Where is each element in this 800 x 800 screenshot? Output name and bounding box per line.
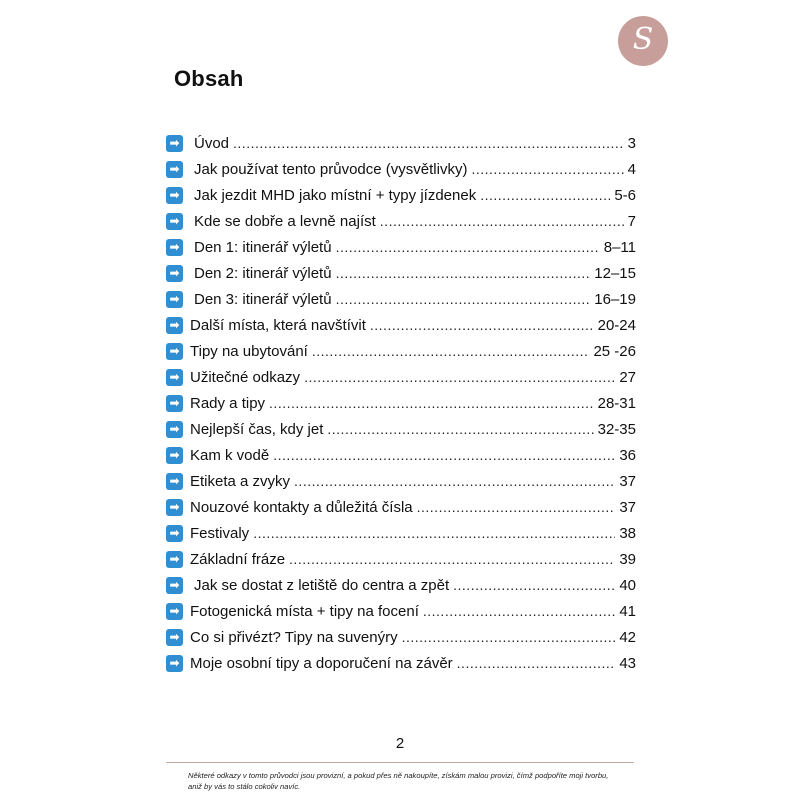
toc-entry-line bbox=[190, 291, 636, 308]
toc-entry-label: Základní fráze bbox=[190, 550, 286, 568]
toc-entry-line bbox=[190, 525, 636, 542]
dot-leader bbox=[417, 499, 616, 515]
toc-entry-page: 28-31 bbox=[597, 394, 636, 412]
toc-entry-label: Nejlepší čas, kdy jet bbox=[190, 420, 324, 438]
toc-entry-line bbox=[190, 603, 636, 620]
toc-entry-label: Jak jezdit MHD jako místní + typy jízdenek bbox=[194, 186, 477, 204]
toc-entry-line bbox=[190, 551, 636, 568]
toc-entry[interactable] bbox=[166, 572, 636, 598]
toc-entry-page: 42 bbox=[619, 628, 636, 646]
dot-leader bbox=[480, 187, 610, 203]
toc-entry-label: Další místa, která navštívit bbox=[190, 316, 366, 334]
toc-entry[interactable] bbox=[166, 260, 636, 286]
toc-entry[interactable] bbox=[166, 494, 636, 520]
logo-letter: S bbox=[632, 22, 654, 57]
right-arrow-icon: ➡ bbox=[166, 603, 183, 620]
toc-entry-page: 37 bbox=[619, 472, 636, 490]
right-arrow-icon: ➡ bbox=[166, 135, 183, 152]
page-title: Obsah bbox=[174, 66, 244, 91]
toc-entry-label: Tipy na ubytování bbox=[190, 342, 308, 360]
toc-entry[interactable] bbox=[166, 312, 636, 338]
toc-entry-page: 5-6 bbox=[614, 186, 636, 204]
dot-leader bbox=[423, 603, 615, 619]
toc-entry-page: 37 bbox=[619, 498, 636, 516]
dot-leader bbox=[402, 629, 616, 645]
toc-entry-line bbox=[190, 343, 636, 360]
toc-entry-page: 20-24 bbox=[597, 316, 636, 334]
toc-entry[interactable] bbox=[166, 364, 636, 390]
toc-entry-line bbox=[190, 629, 636, 646]
toc-entry[interactable] bbox=[166, 208, 636, 234]
dot-leader bbox=[269, 395, 594, 411]
right-arrow-icon: ➡ bbox=[166, 499, 183, 516]
dot-leader bbox=[312, 343, 590, 359]
toc-entry-label: Rady a tipy bbox=[190, 394, 266, 412]
toc-entry-line bbox=[190, 421, 636, 438]
dot-leader bbox=[336, 239, 600, 255]
right-arrow-icon: ➡ bbox=[166, 317, 183, 334]
toc-entry-page: 25 -26 bbox=[593, 342, 636, 360]
toc-entry-line bbox=[190, 135, 636, 152]
toc-entry[interactable] bbox=[166, 468, 636, 494]
right-arrow-icon: ➡ bbox=[166, 213, 183, 230]
toc-entry[interactable] bbox=[166, 520, 636, 546]
toc-entry-page: 4 bbox=[627, 160, 636, 178]
right-arrow-icon: ➡ bbox=[166, 473, 183, 490]
toc-entry-page: 41 bbox=[619, 602, 636, 620]
toc-entry[interactable] bbox=[166, 234, 636, 260]
toc-entry-page: 16–19 bbox=[594, 290, 636, 308]
dot-leader bbox=[370, 317, 594, 333]
toc-entry-label: Co si přivézt? Tipy na suvenýry bbox=[190, 628, 398, 646]
toc-entry-page: 38 bbox=[619, 524, 636, 542]
right-arrow-icon: ➡ bbox=[166, 395, 183, 412]
toc-entry-page: 12–15 bbox=[594, 264, 636, 282]
toc-entry-line bbox=[190, 369, 636, 386]
toc-entry-page: 32-35 bbox=[597, 420, 636, 438]
toc-entry-label: Den 2: itinerář výletů bbox=[194, 264, 332, 282]
footer-divider bbox=[166, 762, 634, 763]
toc-entry[interactable] bbox=[166, 546, 636, 572]
toc-entry-page: 8–11 bbox=[603, 238, 636, 256]
toc-entry-label: Moje osobní tipy a doporučení na závěr bbox=[190, 654, 453, 672]
dot-leader bbox=[294, 473, 615, 489]
toc-entry[interactable] bbox=[166, 624, 636, 650]
toc-entry-line bbox=[190, 213, 636, 230]
toc-entry-page: 3 bbox=[627, 134, 636, 152]
toc-entry-line bbox=[190, 161, 636, 178]
toc-entry[interactable] bbox=[166, 650, 636, 676]
right-arrow-icon: ➡ bbox=[166, 187, 183, 204]
toc-entry-label: Fotogenická místa + tipy na focení bbox=[190, 602, 419, 620]
right-arrow-icon: ➡ bbox=[166, 655, 183, 672]
right-arrow-icon: ➡ bbox=[166, 343, 183, 360]
toc-entry[interactable] bbox=[166, 442, 636, 468]
dot-leader bbox=[453, 577, 615, 593]
dot-leader bbox=[457, 655, 616, 671]
toc-entry-label: Jak se dostat z letiště do centra a zpět bbox=[194, 576, 450, 594]
toc-entry-label: Užitečné odkazy bbox=[190, 368, 301, 386]
dot-leader bbox=[304, 369, 615, 385]
right-arrow-icon: ➡ bbox=[166, 551, 183, 568]
toc-entry-line bbox=[190, 265, 636, 282]
right-arrow-icon: ➡ bbox=[166, 161, 183, 178]
table-of-contents bbox=[166, 130, 636, 676]
dot-leader bbox=[253, 525, 615, 541]
toc-entry-page: 27 bbox=[619, 368, 636, 386]
toc-entry-line bbox=[190, 239, 636, 256]
toc-entry-page: 7 bbox=[627, 212, 636, 230]
toc-entry-line bbox=[190, 499, 636, 516]
dot-leader bbox=[380, 213, 624, 229]
brand-logo bbox=[618, 16, 668, 66]
right-arrow-icon: ➡ bbox=[166, 525, 183, 542]
toc-entry-label: Kde se dobře a levně najíst bbox=[194, 212, 376, 230]
toc-entry[interactable] bbox=[166, 390, 636, 416]
dot-leader bbox=[336, 291, 591, 307]
toc-entry[interactable] bbox=[166, 286, 636, 312]
toc-entry-line bbox=[190, 187, 636, 204]
toc-entry-page: 43 bbox=[619, 654, 636, 672]
toc-entry-page: 39 bbox=[619, 550, 636, 568]
toc-entry-line bbox=[190, 655, 636, 672]
toc-entry[interactable] bbox=[166, 182, 636, 208]
right-arrow-icon: ➡ bbox=[166, 577, 183, 594]
dot-leader bbox=[471, 161, 623, 177]
toc-entry-label: Den 3: itinerář výletů bbox=[194, 290, 332, 308]
toc-entry-label: Kam k vodě bbox=[190, 446, 270, 464]
toc-entry[interactable] bbox=[166, 156, 636, 182]
right-arrow-icon: ➡ bbox=[166, 629, 183, 646]
toc-entry-page: 36 bbox=[619, 446, 636, 464]
dot-leader bbox=[233, 135, 624, 151]
toc-entry-line bbox=[190, 473, 636, 490]
right-arrow-icon: ➡ bbox=[166, 239, 183, 256]
toc-entry[interactable] bbox=[166, 416, 636, 442]
toc-entry-line bbox=[190, 577, 636, 594]
right-arrow-icon: ➡ bbox=[166, 421, 183, 438]
toc-entry-page: 40 bbox=[619, 576, 636, 594]
toc-entry-label: Etiketa a zvyky bbox=[190, 472, 291, 490]
right-arrow-icon: ➡ bbox=[166, 369, 183, 386]
toc-entry-label: Festivaly bbox=[190, 524, 250, 542]
dot-leader bbox=[336, 265, 591, 281]
toc-entry-label: Úvod bbox=[194, 134, 230, 152]
toc-entry-line bbox=[190, 447, 636, 464]
toc-entry[interactable] bbox=[166, 130, 636, 156]
toc-entry-line bbox=[190, 395, 636, 412]
right-arrow-icon: ➡ bbox=[166, 447, 183, 464]
dot-leader bbox=[273, 447, 615, 463]
toc-entry-line bbox=[190, 317, 636, 334]
toc-entry-label: Jak používat tento průvodce (vysvětlivky) bbox=[194, 160, 468, 178]
dot-leader bbox=[289, 551, 615, 567]
toc-entry-label: Nouzové kontakty a důležitá čísla bbox=[190, 498, 413, 516]
affiliate-footnote: Některé odkazy v tomto průvodci jsou provizní, a pokud přes ně nakoupíte, získám malou provizi, čímž podpoříte moji tvorbu, aniž by vás to stálo cokoliv navíc. bbox=[188, 771, 609, 791]
right-arrow-icon: ➡ bbox=[166, 291, 183, 308]
toc-entry-label: Den 1: itinerář výletů bbox=[194, 238, 332, 256]
toc-entry[interactable] bbox=[166, 598, 636, 624]
right-arrow-icon: ➡ bbox=[166, 265, 183, 282]
page-number: 2 bbox=[395, 735, 405, 752]
dot-leader bbox=[327, 421, 593, 437]
toc-entry[interactable] bbox=[166, 338, 636, 364]
